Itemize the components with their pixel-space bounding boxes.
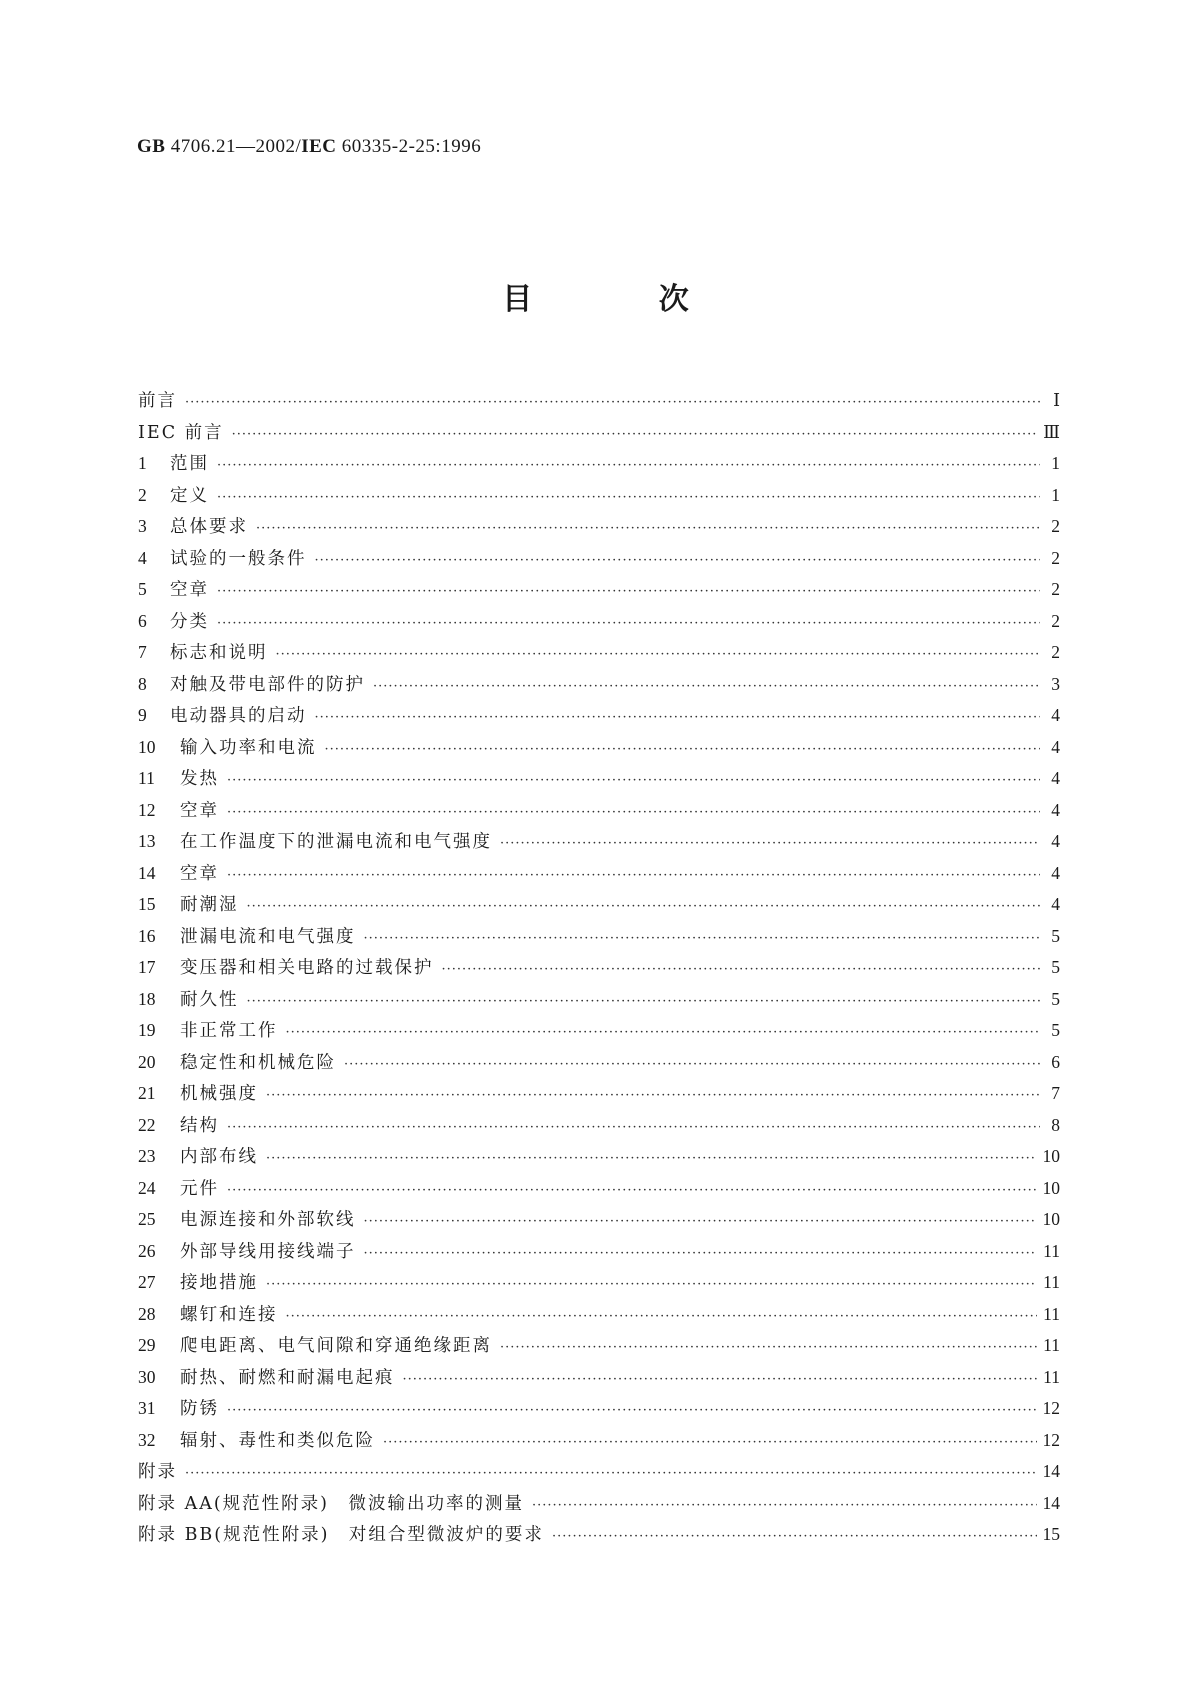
toc-entry[interactable] — [138, 700, 1060, 732]
toc-entry[interactable] — [138, 1330, 1060, 1362]
toc-entry-number: 18 — [138, 988, 156, 1009]
toc-entry[interactable] — [138, 1425, 1060, 1457]
toc-entry[interactable] — [138, 1141, 1060, 1173]
toc-entry-page: 4 — [1051, 705, 1060, 725]
toc-entry-title: 空章 — [170, 580, 209, 600]
toc-entry-number: 16 — [138, 925, 156, 946]
toc-dot-leader — [185, 1458, 1037, 1490]
toc-entry-page: 1 — [1051, 484, 1060, 505]
toc-entry-number: 24 — [138, 1177, 156, 1198]
toc-entry[interactable] — [138, 448, 1060, 480]
toc-entry[interactable] — [138, 1456, 1060, 1488]
toc-entry-page: 4 — [1051, 862, 1060, 883]
toc-entry[interactable] — [138, 1047, 1060, 1079]
toc-entry[interactable] — [138, 637, 1060, 669]
toc-entry-title: 空章 — [180, 863, 219, 884]
toc-entry-page: 5 — [1051, 957, 1060, 977]
toc-entry-number: 10 — [138, 736, 156, 757]
toc-entry-title: 空章 — [180, 800, 219, 821]
toc-dot-leader — [500, 1332, 1037, 1364]
toc-entry-page: 7 — [1051, 1083, 1060, 1103]
toc-entry-title: 结构 — [180, 1115, 219, 1136]
toc-dot-leader — [227, 797, 1040, 829]
toc-entry-title: 总体要求 — [170, 517, 248, 537]
toc-dot-leader — [315, 702, 1041, 734]
toc-entry-number: 2 — [138, 484, 147, 505]
toc-dot-leader — [217, 482, 1040, 514]
toc-dot-leader — [286, 1301, 1038, 1333]
toc-entry-number: 3 — [138, 516, 147, 536]
toc-entry-title: 在工作温度下的泄漏电流和电气强度 — [180, 832, 492, 852]
toc-dot-leader — [227, 765, 1040, 797]
toc-entry-page: 15 — [1042, 1524, 1060, 1544]
toc-dot-leader — [232, 419, 1037, 451]
toc-dot-leader — [256, 513, 1040, 545]
toc-dot-leader — [227, 1175, 1037, 1207]
toc-entry-number: 28 — [138, 1303, 156, 1324]
toc-dot-leader — [227, 1112, 1040, 1144]
toc-entry[interactable] — [138, 1267, 1060, 1299]
toc-entry-title: 定义 — [170, 485, 209, 506]
toc-entry-title: 耐潮湿 — [180, 895, 239, 915]
toc-dot-leader — [532, 1490, 1037, 1522]
toc-entry-number: 21 — [138, 1083, 156, 1103]
toc-entry[interactable] — [138, 732, 1060, 764]
toc-dot-leader — [217, 576, 1040, 608]
toc-entry-page: 6 — [1051, 1051, 1060, 1072]
toc-entry[interactable] — [138, 1393, 1060, 1425]
toc-entry-title: 分类 — [170, 611, 209, 632]
toc-dot-leader — [344, 1049, 1040, 1081]
toc-entry-page: 11 — [1043, 1303, 1060, 1324]
toc-entry-title: 变压器和相关电路的过载保护 — [180, 958, 434, 978]
toc-entry-number: 8 — [138, 673, 147, 694]
toc-entry-page: 1 — [1051, 453, 1060, 473]
toc-dot-leader — [266, 1269, 1037, 1301]
toc-dot-leader — [500, 828, 1040, 860]
toc-entry-page: 10 — [1042, 1209, 1060, 1229]
toc-entry-number: 12 — [138, 799, 156, 820]
toc-entry-number: 22 — [138, 1114, 156, 1135]
toc-entry[interactable] — [138, 1078, 1060, 1110]
toc-dot-leader — [286, 1017, 1041, 1049]
toc-entry-title: 元件 — [180, 1178, 219, 1199]
toc-entry[interactable] — [138, 511, 1060, 543]
toc-entry-number: 9 — [138, 705, 147, 725]
toc-entry-page: 3 — [1051, 673, 1060, 694]
toc-entry-number: 11 — [138, 768, 155, 788]
toc-dot-leader — [266, 1143, 1037, 1175]
toc-entry[interactable] — [138, 1204, 1060, 1236]
toc-entry-number: 31 — [138, 1398, 156, 1418]
toc-entry[interactable] — [138, 669, 1060, 701]
toc-entry-title: IEC 前言 — [138, 422, 224, 443]
page-title: 目 次 — [502, 282, 747, 317]
toc-dot-leader — [383, 1427, 1037, 1459]
toc-entry-number: 27 — [138, 1272, 156, 1292]
toc-entry-title: 爬电距离、电气间隙和穿通绝缘距离 — [180, 1336, 492, 1356]
toc-entry-title: 输入功率和电流 — [180, 737, 317, 758]
toc-entry-page: 12 — [1042, 1429, 1060, 1450]
toc-entry-title: 电动器具的启动 — [170, 706, 307, 726]
toc-entry-page: 11 — [1043, 1335, 1060, 1355]
toc-entry-page: 10 — [1042, 1146, 1060, 1166]
toc-entry[interactable] — [138, 763, 1060, 795]
toc-entry-title: 对触及带电部件的防护 — [170, 674, 365, 695]
toc-entry-number: 6 — [138, 610, 147, 631]
toc-entry-page: 4 — [1051, 894, 1060, 914]
toc-dot-leader — [217, 608, 1040, 640]
toc-entry-title: 外部导线用接线端子 — [180, 1241, 356, 1262]
toc-entry-title: 标志和说明 — [170, 643, 268, 663]
toc-dot-leader — [364, 1206, 1037, 1238]
toc-entry-page: 11 — [1043, 1240, 1060, 1261]
toc-entry[interactable] — [138, 858, 1060, 890]
toc-entry[interactable] — [138, 480, 1060, 512]
toc-dot-leader — [185, 387, 1040, 419]
toc-entry-title: 非正常工作 — [180, 1021, 278, 1041]
toc-entry-number: 15 — [138, 894, 156, 914]
toc-dot-leader — [403, 1364, 1038, 1396]
toc-entry-number: 14 — [138, 862, 156, 883]
toc-entry[interactable] — [138, 385, 1060, 417]
toc-entry-page: Ⅰ — [1053, 390, 1060, 410]
toc-dot-leader — [227, 1395, 1037, 1427]
toc-dot-leader — [227, 860, 1040, 892]
toc-entry-page: 14 — [1042, 1461, 1060, 1481]
toc-entry-title: 辐射、毒性和类似危险 — [180, 1430, 375, 1451]
toc-entry-number: 29 — [138, 1335, 156, 1355]
toc-entry-number: 7 — [138, 642, 147, 662]
toc-entry-page: 4 — [1051, 736, 1060, 757]
toc-entry-title: 内部布线 — [180, 1147, 258, 1167]
toc-entry-page: 12 — [1042, 1398, 1060, 1418]
toc-entry-page: 4 — [1051, 768, 1060, 788]
toc-entry[interactable] — [138, 1015, 1060, 1047]
toc-entry-title: 接地措施 — [180, 1273, 258, 1293]
toc-entry[interactable] — [138, 543, 1060, 575]
iec-prefix: IEC — [301, 136, 337, 157]
toc-entry-title: 附录 AA(规范性附录) 微波输出功率的测量 — [138, 1493, 524, 1514]
toc-dot-leader — [373, 671, 1040, 703]
toc-entry[interactable] — [138, 826, 1060, 858]
toc-entry-title: 范围 — [170, 454, 209, 474]
toc-entry[interactable] — [138, 1299, 1060, 1331]
toc-dot-leader — [325, 734, 1041, 766]
toc-entry[interactable] — [138, 1362, 1060, 1394]
toc-dot-leader — [247, 891, 1041, 923]
toc-entry[interactable] — [138, 1488, 1060, 1520]
toc-entry-page: 2 — [1051, 516, 1060, 536]
toc-entry-number: 1 — [138, 453, 147, 473]
toc-entry-number: 20 — [138, 1051, 156, 1072]
toc-entry-number: 5 — [138, 579, 147, 599]
toc-entry-title: 耐久性 — [180, 989, 239, 1010]
toc-entry-number: 26 — [138, 1240, 156, 1261]
toc-entry-page: 11 — [1043, 1366, 1060, 1387]
toc-entry[interactable] — [138, 984, 1060, 1016]
toc-entry-title: 防锈 — [180, 1399, 219, 1419]
toc-entry-page: 2 — [1051, 642, 1060, 662]
toc-entry-title: 试验的一般条件 — [170, 548, 307, 569]
toc-entry-page: 2 — [1051, 579, 1060, 599]
table-of-contents — [138, 385, 1060, 1551]
toc-entry-page: 5 — [1051, 988, 1060, 1009]
toc-entry[interactable] — [138, 795, 1060, 827]
toc-entry-page: 10 — [1042, 1177, 1060, 1198]
toc-dot-leader — [552, 1521, 1037, 1553]
toc-entry[interactable] — [138, 574, 1060, 606]
toc-entry-page: 2 — [1051, 547, 1060, 568]
toc-entry-title: 稳定性和机械危险 — [180, 1052, 336, 1073]
toc-entry-number: 30 — [138, 1366, 156, 1387]
toc-entry[interactable] — [138, 889, 1060, 921]
toc-entry-number: 25 — [138, 1209, 156, 1229]
toc-entry[interactable] — [138, 921, 1060, 953]
toc-entry-title: 电源连接和外部软线 — [180, 1210, 356, 1230]
toc-dot-leader — [364, 923, 1041, 955]
toc-entry-number: 4 — [138, 547, 147, 568]
toc-dot-leader — [247, 986, 1041, 1018]
toc-entry-title: 螺钉和连接 — [180, 1304, 278, 1325]
toc-dot-leader — [276, 639, 1041, 671]
toc-entry[interactable] — [138, 1110, 1060, 1142]
toc-dot-leader — [442, 954, 1041, 986]
standard-prefix: GB — [137, 136, 166, 157]
toc-entry-title: 发热 — [180, 769, 219, 789]
toc-entry[interactable] — [138, 417, 1060, 449]
toc-entry-title: 耐热、耐燃和耐漏电起痕 — [180, 1367, 395, 1388]
toc-entry-page: 8 — [1051, 1114, 1060, 1135]
toc-entry-number: 17 — [138, 957, 156, 977]
toc-entry-page: 4 — [1051, 831, 1060, 851]
toc-entry-number: 13 — [138, 831, 156, 851]
toc-entry[interactable] — [138, 952, 1060, 984]
toc-entry-number: 23 — [138, 1146, 156, 1166]
toc-entry[interactable] — [138, 1173, 1060, 1205]
toc-entry-page: Ⅲ — [1043, 421, 1060, 442]
toc-dot-leader — [217, 450, 1040, 482]
toc-entry[interactable] — [138, 1519, 1060, 1551]
toc-entry[interactable] — [138, 606, 1060, 638]
toc-dot-leader — [315, 545, 1041, 577]
toc-entry-page: 4 — [1051, 799, 1060, 820]
standard-number — [137, 136, 481, 158]
toc-entry-page: 11 — [1043, 1272, 1060, 1292]
standard-code: 4706.21—2002/ — [170, 136, 302, 157]
toc-entry-page: 5 — [1051, 925, 1060, 946]
iec-code: 60335-2-25:1996 — [341, 136, 482, 157]
toc-entry-number: 32 — [138, 1429, 156, 1450]
toc-entry-page: 5 — [1051, 1020, 1060, 1040]
toc-entry-title: 附录 BB(规范性附录) 对组合型微波炉的要求 — [138, 1525, 544, 1545]
toc-entry-number: 19 — [138, 1020, 156, 1040]
toc-dot-leader — [364, 1238, 1038, 1270]
toc-entry-title: 前言 — [138, 391, 177, 411]
toc-entry[interactable] — [138, 1236, 1060, 1268]
toc-dot-leader — [266, 1080, 1040, 1112]
toc-entry-page: 14 — [1042, 1492, 1060, 1513]
toc-entry-title: 附录 — [138, 1462, 177, 1482]
toc-entry-page: 2 — [1051, 610, 1060, 631]
toc-entry-title: 机械强度 — [180, 1084, 258, 1104]
toc-entry-title: 泄漏电流和电气强度 — [180, 926, 356, 947]
